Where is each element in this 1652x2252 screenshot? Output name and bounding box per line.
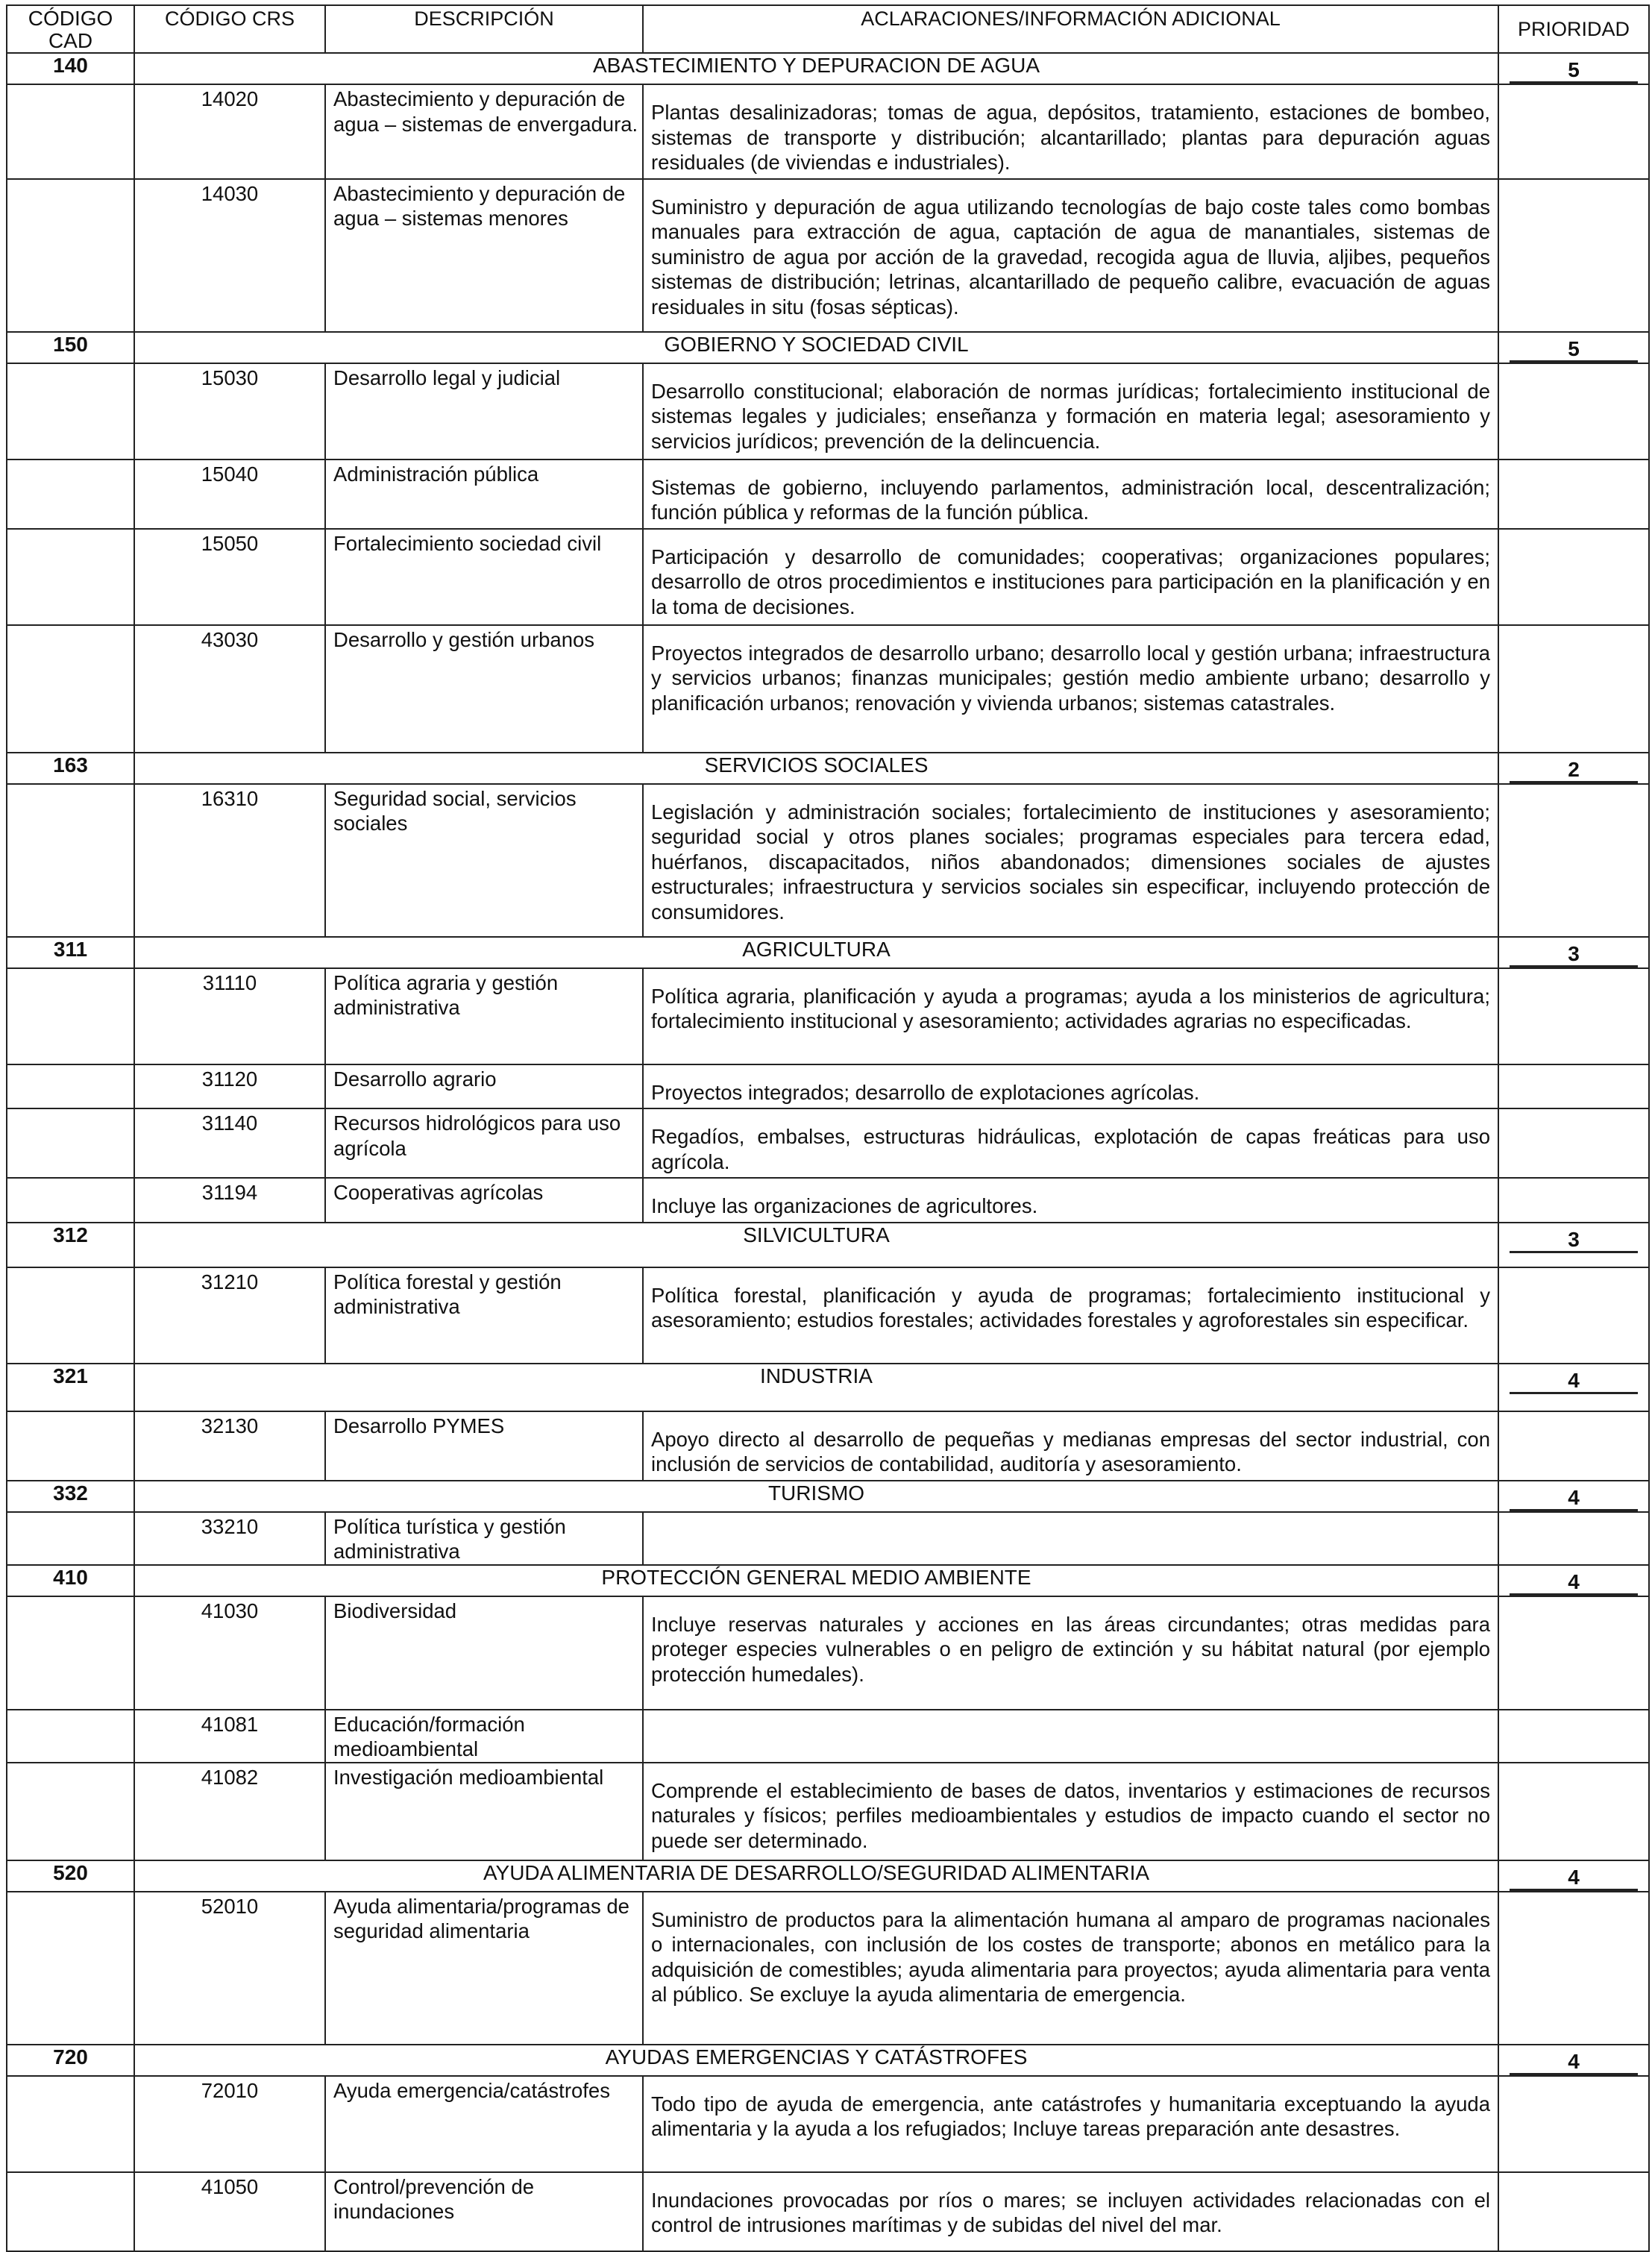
table-row xyxy=(7,1596,1649,1710)
empty-cad-cell xyxy=(7,2172,134,2251)
description: Desarrollo agrario xyxy=(325,1064,643,1109)
empty-priority-cell xyxy=(1498,460,1649,529)
table-row xyxy=(7,2076,1649,2172)
cad-code: 312 xyxy=(7,1223,134,1267)
sector-group-row xyxy=(7,1223,1649,1267)
crs-code: 14020 xyxy=(134,84,325,179)
priority-cell xyxy=(1498,1860,1649,1892)
priority-value: 4 xyxy=(1510,2051,1638,2075)
sector-name: GOBIERNO Y SOCIEDAD CIVIL xyxy=(134,332,1498,363)
priority-value: 4 xyxy=(1510,1571,1638,1596)
additional-info: Incluye las organizaciones de agricultores. xyxy=(643,1178,1498,1223)
empty-cad-cell xyxy=(7,784,134,937)
additional-info: Inundaciones provocadas por ríos o mares; se incluyen actividades relacionadas con el control de intrusiones marítimas y de subidas del nivel del mar. xyxy=(643,2172,1498,2251)
empty-cad-cell xyxy=(7,1178,134,1223)
sector-name: AYUDA ALIMENTARIA DE DESARROLLO/SEGURIDAD ALIMENTARIA xyxy=(134,1860,1498,1892)
empty-priority-cell xyxy=(1498,1763,1649,1860)
description: Biodiversidad xyxy=(325,1596,643,1710)
priority-value: 5 xyxy=(1510,338,1638,363)
table-row xyxy=(7,968,1649,1064)
crs-code: 72010 xyxy=(134,2076,325,2172)
priority-cell xyxy=(1498,332,1649,363)
table-row xyxy=(7,1108,1649,1178)
table-row xyxy=(7,625,1649,753)
empty-priority-cell xyxy=(1498,1267,1649,1364)
sector-group-row xyxy=(7,1481,1649,1512)
cad-code: 311 xyxy=(7,937,134,968)
additional-info: Incluye reservas naturales y acciones en las áreas circundantes; otras medidas para proteger especies vulnerables o en peligro de extinción y su hábitat natural (por ejemplo protección humedales). xyxy=(643,1596,1498,1710)
cad-code: 520 xyxy=(7,1860,134,1892)
empty-priority-cell xyxy=(1498,529,1649,625)
sector-group-row xyxy=(7,1364,1649,1411)
crs-code: 14030 xyxy=(134,179,325,332)
sector-name: SERVICIOS SOCIALES xyxy=(134,753,1498,784)
empty-cad-cell xyxy=(7,1108,134,1178)
table-row xyxy=(7,1411,1649,1481)
table-row xyxy=(7,784,1649,937)
description: Investigación medioambiental xyxy=(325,1763,643,1860)
empty-priority-cell xyxy=(1498,625,1649,753)
additional-info: Plantas desalinizadoras; tomas de agua, depósitos, tratamiento, estaciones de bombeo, sistemas de transporte y distribución; alcantarillado; plantas para depuración aguas residuales (de viviendas e industriales). xyxy=(643,84,1498,179)
sector-group-row xyxy=(7,753,1649,784)
empty-cad-cell xyxy=(7,1267,134,1364)
sector-group-row xyxy=(7,53,1649,84)
crs-code: 15040 xyxy=(134,460,325,529)
description: Cooperativas agrícolas xyxy=(325,1178,643,1223)
crs-code: 41082 xyxy=(134,1763,325,1860)
additional-info: Participación y desarrollo de comunidades; cooperativas; organizaciones populares; desarrollo de otros procedimientos e instituciones para participación en la planificación y en la toma de decisiones. xyxy=(643,529,1498,625)
sector-group-row xyxy=(7,937,1649,968)
cad-code: 332 xyxy=(7,1481,134,1512)
header-info: ACLARACIONES/INFORMACIÓN ADICIONAL xyxy=(643,5,1498,53)
empty-cad-cell xyxy=(7,460,134,529)
sector-name: ABASTECIMIENTO Y DEPURACION DE AGUA xyxy=(134,53,1498,84)
priority-cell xyxy=(1498,1223,1649,1267)
priority-value: 2 xyxy=(1510,759,1638,783)
table-row xyxy=(7,460,1649,529)
priority-cell xyxy=(1498,1565,1649,1596)
header-cad: CÓDIGO CAD xyxy=(7,5,134,53)
sector-priority-table xyxy=(6,4,1650,2252)
sector-name: TURISMO xyxy=(134,1481,1498,1512)
crs-code: 33210 xyxy=(134,1512,325,1565)
empty-priority-cell xyxy=(1498,1892,1649,2045)
table-row xyxy=(7,84,1649,179)
cad-code: 720 xyxy=(7,2045,134,2076)
empty-priority-cell xyxy=(1498,968,1649,1064)
sector-name: AYUDAS EMERGENCIAS Y CATÁSTROFES xyxy=(134,2045,1498,2076)
empty-priority-cell xyxy=(1498,1710,1649,1763)
empty-cad-cell xyxy=(7,625,134,753)
cad-code: 410 xyxy=(7,1565,134,1596)
sector-group-row xyxy=(7,1565,1649,1596)
table-row xyxy=(7,1710,1649,1763)
sector-name: SILVICULTURA xyxy=(134,1223,1498,1267)
empty-cad-cell xyxy=(7,968,134,1064)
crs-code: 31120 xyxy=(134,1064,325,1109)
empty-priority-cell xyxy=(1498,363,1649,460)
description: Seguridad social, servicios sociales xyxy=(325,784,643,937)
priority-cell xyxy=(1498,937,1649,968)
description: Abastecimiento y depuración de agua – sistemas de envergadura. xyxy=(325,84,643,179)
crs-code: 41081 xyxy=(134,1710,325,1763)
priority-cell xyxy=(1498,1364,1649,1411)
priority-value: 3 xyxy=(1510,943,1638,967)
priority-value: 4 xyxy=(1510,1487,1638,1511)
empty-priority-cell xyxy=(1498,1064,1649,1109)
table-row xyxy=(7,529,1649,625)
description: Ayuda emergencia/catástrofes xyxy=(325,2076,643,2172)
empty-cad-cell xyxy=(7,84,134,179)
header-desc: DESCRIPCIÓN xyxy=(325,5,643,53)
description: Desarrollo PYMES xyxy=(325,1411,643,1481)
priority-value: 4 xyxy=(1510,1866,1638,1891)
sector-name: PROTECCIÓN GENERAL MEDIO AMBIENTE xyxy=(134,1565,1498,1596)
description: Política agraria y gestión administrativa xyxy=(325,968,643,1064)
additional-info xyxy=(643,1710,1498,1763)
empty-cad-cell xyxy=(7,179,134,332)
priority-cell xyxy=(1498,2045,1649,2076)
empty-priority-cell xyxy=(1498,179,1649,332)
crs-code: 41050 xyxy=(134,2172,325,2251)
cad-code: 163 xyxy=(7,753,134,784)
empty-cad-cell xyxy=(7,1596,134,1710)
empty-cad-cell xyxy=(7,1512,134,1565)
additional-info: Política forestal, planificación y ayuda de programas; fortalecimiento institucional y asesoramiento; estudios forestales; actividades forestales y agroforestales sin especificar. xyxy=(643,1267,1498,1364)
table-row xyxy=(7,1763,1649,1860)
crs-code: 16310 xyxy=(134,784,325,937)
additional-info: Desarrollo constitucional; elaboración de normas jurídicas; fortalecimiento institucional de sistemas legales y judiciales; enseñanza y formación en materia legal; asesoramiento y servicios jurídicos; prevención de la delincuencia. xyxy=(643,363,1498,460)
empty-cad-cell xyxy=(7,2076,134,2172)
additional-info: Comprende el establecimiento de bases de datos, inventarios y estimaciones de recursos naturales y físicos; perfiles medioambientales y estudios de impacto cuando el sector no puede ser determinado. xyxy=(643,1763,1498,1860)
header-row xyxy=(7,5,1649,53)
description: Administración pública xyxy=(325,460,643,529)
table-row xyxy=(7,363,1649,460)
additional-info: Suministro de productos para la alimentación humana al amparo de programas nacionales o internacionales, con inclusión de los costes de transporte; abonos en metálico para la adquisición de comestibles; ayuda alimentaria para proyectos; ayuda alimentaria para venta al público. Se excluye la ayuda alimentaria de emergencia. xyxy=(643,1892,1498,2045)
additional-info: Legislación y administración sociales; fortalecimiento de instituciones y asesoramiento; seguridad social y otros planes sociales; programas especiales para tercera edad, huérfanos, discapacitados, niños abandonados; dimensiones sociales de ajustes estructurales; infraestructura y servicios sociales sin especificar, incluyendo protección de consumidores. xyxy=(643,784,1498,937)
crs-code: 31140 xyxy=(134,1108,325,1178)
empty-priority-cell xyxy=(1498,1596,1649,1710)
description: Desarrollo legal y judicial xyxy=(325,363,643,460)
description: Fortalecimiento sociedad civil xyxy=(325,529,643,625)
additional-info: Apoyo directo al desarrollo de pequeñas y medianas empresas del sector industrial, con inclusión de servicios de contabilidad, auditoría y asesoramiento. xyxy=(643,1411,1498,1481)
crs-code: 31110 xyxy=(134,968,325,1064)
crs-code: 15050 xyxy=(134,529,325,625)
sector-name: AGRICULTURA xyxy=(134,937,1498,968)
cad-code: 321 xyxy=(7,1364,134,1411)
crs-code: 15030 xyxy=(134,363,325,460)
empty-priority-cell xyxy=(1498,1178,1649,1223)
empty-priority-cell xyxy=(1498,1108,1649,1178)
additional-info xyxy=(643,1512,1498,1565)
additional-info: Todo tipo de ayuda de emergencia, ante catástrofes y humanitaria exceptuando la ayuda alimentaria y la ayuda a los refugiados; Incluye tareas preparación ante desastres. xyxy=(643,2076,1498,2172)
table-row xyxy=(7,1267,1649,1364)
additional-info: Proyectos integrados de desarrollo urbano; desarrollo local y gestión urbana; infraestructura y servicios urbanos; finanzas municipales; gestión medio ambiente urbano; desarrollo y planificación urbanos; renovación y vivienda urbanos; sistemas catastrales. xyxy=(643,625,1498,753)
priority-value: 4 xyxy=(1510,1370,1638,1394)
priority-value: 5 xyxy=(1510,59,1638,84)
additional-info: Política agraria, planificación y ayuda a programas; ayuda a los ministerios de agricultura; fortalecimiento institucional y asesoramiento; actividades agrarias no especificadas. xyxy=(643,968,1498,1064)
cad-code: 140 xyxy=(7,53,134,84)
description: Ayuda alimentaria/programas de seguridad alimentaria xyxy=(325,1892,643,2045)
empty-cad-cell xyxy=(7,1411,134,1481)
priority-value: 3 xyxy=(1510,1229,1638,1253)
additional-info: Proyectos integrados; desarrollo de explotaciones agrícolas. xyxy=(643,1064,1498,1109)
priority-cell xyxy=(1498,1481,1649,1512)
header-priority: PRIORIDAD xyxy=(1498,5,1649,53)
description: Recursos hidrológicos para uso agrícola xyxy=(325,1108,643,1178)
crs-code: 31210 xyxy=(134,1267,325,1364)
additional-info: Suministro y depuración de agua utilizando tecnologías de bajo coste tales como bombas manuales para extracción de agua, captación de agua de manantiales, sistemas de suministro de agua por acción de la gravedad, recogida agua de lluvia, aljibes, pequeños sistemas de distribución; letrinas, alcantarillado de pequeño calibre, evacuación de aguas residuales in situ (fosas sépticas). xyxy=(643,179,1498,332)
description: Abastecimiento y depuración de agua – sistemas menores xyxy=(325,179,643,332)
table-row xyxy=(7,1892,1649,2045)
sector-group-row xyxy=(7,2045,1649,2076)
crs-code: 32130 xyxy=(134,1411,325,1481)
crs-code: 43030 xyxy=(134,625,325,753)
empty-priority-cell xyxy=(1498,2172,1649,2251)
empty-priority-cell xyxy=(1498,784,1649,937)
crs-code: 52010 xyxy=(134,1892,325,2045)
description: Política forestal y gestión administrativa xyxy=(325,1267,643,1364)
empty-priority-cell xyxy=(1498,1411,1649,1481)
empty-priority-cell xyxy=(1498,84,1649,179)
empty-priority-cell xyxy=(1498,1512,1649,1565)
sector-group-row xyxy=(7,332,1649,363)
priority-cell xyxy=(1498,53,1649,84)
empty-cad-cell xyxy=(7,529,134,625)
priority-cell xyxy=(1498,753,1649,784)
cad-code: 150 xyxy=(7,332,134,363)
description: Control/prevención de inundaciones xyxy=(325,2172,643,2251)
description: Política turística y gestión administrativa xyxy=(325,1512,643,1565)
document-page xyxy=(6,4,1648,2252)
table-row xyxy=(7,1064,1649,1109)
empty-cad-cell xyxy=(7,1763,134,1860)
sector-name: INDUSTRIA xyxy=(134,1364,1498,1411)
crs-code: 31194 xyxy=(134,1178,325,1223)
empty-cad-cell xyxy=(7,1892,134,2045)
description: Educación/formación medioambiental xyxy=(325,1710,643,1763)
additional-info: Regadíos, embalses, estructuras hidráulicas, explotación de capas freáticas para uso agrícola. xyxy=(643,1108,1498,1178)
table-row xyxy=(7,1512,1649,1565)
table-row xyxy=(7,1178,1649,1223)
table-body xyxy=(7,53,1649,2251)
empty-priority-cell xyxy=(1498,2076,1649,2172)
table-row xyxy=(7,179,1649,332)
empty-cad-cell xyxy=(7,1064,134,1109)
table-row xyxy=(7,2172,1649,2251)
additional-info: Sistemas de gobierno, incluyendo parlamentos, administración local, descentralización; función pública y reformas de la función pública. xyxy=(643,460,1498,529)
empty-cad-cell xyxy=(7,1710,134,1763)
description: Desarrollo y gestión urbanos xyxy=(325,625,643,753)
empty-cad-cell xyxy=(7,363,134,460)
crs-code: 41030 xyxy=(134,1596,325,1710)
sector-group-row xyxy=(7,1860,1649,1892)
header-crs: CÓDIGO CRS xyxy=(134,5,325,53)
